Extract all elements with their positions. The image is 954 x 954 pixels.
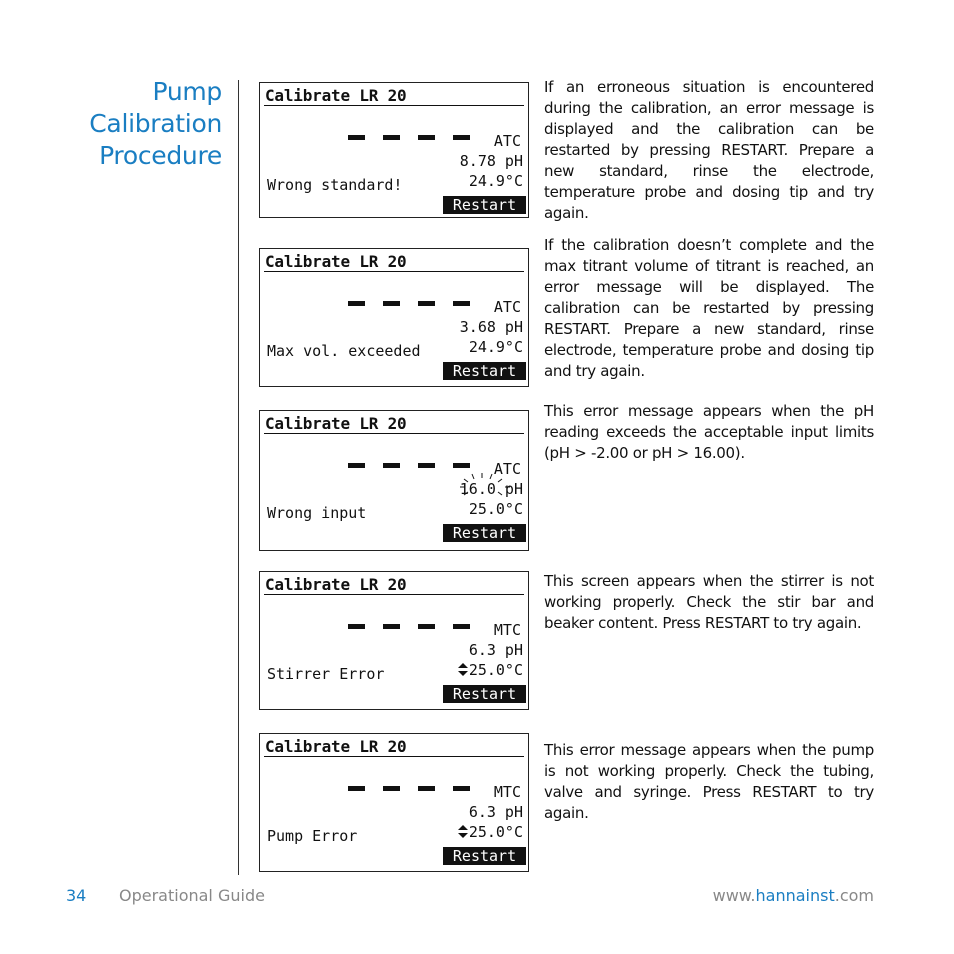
- reading-dashes: [348, 624, 472, 630]
- url-brand: hannainst: [755, 886, 835, 905]
- lcd-title: Calibrate LR 20: [265, 575, 407, 594]
- temperature-value: 25.0°C: [468, 661, 523, 679]
- divider-line: [238, 80, 239, 875]
- lcd-screen-pump-error: [259, 733, 529, 872]
- restart-button[interactable]: Restart: [443, 847, 526, 865]
- lcd-screen-wrong-input: [259, 410, 529, 551]
- temperature-reading: 24.9°C: [468, 172, 523, 190]
- lcd-rule: [264, 756, 524, 757]
- page-number: 34: [66, 886, 87, 905]
- url-prefix: www.: [712, 886, 756, 905]
- restart-button[interactable]: Restart: [443, 196, 526, 214]
- description-text: This error message appears when the pump is not working properly. Check the tubing, valve and syringe. Press RESTART to try again.: [544, 741, 874, 822]
- lcd-rule: [264, 105, 524, 106]
- ph-reading: 3.68 pH: [459, 318, 523, 336]
- lcd-screen-wrong-standard: [259, 82, 529, 218]
- temp-mode: MTC: [493, 783, 521, 801]
- ph-reading: 6.3 pH: [468, 641, 523, 659]
- error-message: Wrong input: [267, 504, 367, 522]
- error-message: Pump Error: [267, 827, 358, 845]
- up-down-arrow-icon: [458, 664, 468, 678]
- reading-dashes: [348, 301, 472, 307]
- lcd-rule: [264, 271, 524, 272]
- lcd-rule: [264, 433, 524, 434]
- restart-button[interactable]: Restart: [443, 362, 526, 380]
- reading-dashes: [348, 135, 472, 141]
- restart-button[interactable]: Restart: [443, 685, 526, 703]
- error-message: Stirrer Error: [267, 665, 385, 683]
- temp-mode: ATC: [493, 132, 521, 150]
- restart-button[interactable]: Restart: [443, 524, 526, 542]
- lcd-screen-max-vol: [259, 248, 529, 387]
- section-title-line: Calibration: [89, 109, 222, 138]
- reading-dashes: [348, 463, 472, 469]
- ph-reading: 8.78 pH: [459, 152, 523, 170]
- description-text: If the calibration doesn’t complete and the max titrant volume of titrant is reached, an error message will be displayed. The calibration can be restarted by pressing RESTART. Prepare a new standard, rinse electrode, temperature probe and dosing tip and try again.: [544, 236, 874, 380]
- section-title-line: Pump: [152, 77, 222, 106]
- temperature-reading: 25.0°C: [468, 500, 523, 518]
- temp-mode: ATC: [493, 460, 521, 478]
- error-message: Wrong standard!: [267, 176, 403, 194]
- ph-reading: 6.3 pH: [468, 803, 523, 821]
- temperature-reading: [458, 661, 523, 679]
- description-text: This screen appears when the stirrer is not working properly. Check the stir bar and beaker content. Press RESTART to try again.: [544, 572, 874, 632]
- temp-mode: ATC: [493, 298, 521, 316]
- section-title-line: Procedure: [99, 141, 222, 170]
- url-suffix: .com: [834, 886, 874, 905]
- reading-dashes: [348, 786, 472, 792]
- description-text: If an erroneous situation is encountered during the calibration, an error message is displayed and the calibration can be restarted by pressing RESTART. Prepare a new standard, rinse the electrode, temperature probe and dosing tip and try again.: [544, 78, 874, 222]
- temperature-value: 25.0°C: [468, 823, 523, 841]
- ph-reading: 16.0 pH: [459, 480, 523, 498]
- temperature-reading: 24.9°C: [468, 338, 523, 356]
- description-text: This error message appears when the pH reading exceeds the acceptable input limits (pH > -2.00 or pH > 16.00).: [544, 402, 874, 462]
- error-message: Max vol. exceeded: [267, 342, 421, 360]
- guide-title: Operational Guide: [119, 886, 265, 905]
- lcd-title: Calibrate LR 20: [265, 86, 407, 105]
- lcd-title: Calibrate LR 20: [265, 737, 407, 756]
- lcd-screen-stirrer-error: [259, 571, 529, 710]
- website-link[interactable]: [713, 886, 874, 905]
- lcd-title: Calibrate LR 20: [265, 252, 407, 271]
- lcd-rule: [264, 594, 524, 595]
- up-down-arrow-icon: [458, 826, 468, 840]
- temperature-reading: [458, 823, 523, 841]
- temp-mode: MTC: [493, 621, 521, 639]
- section-title: [42, 76, 222, 172]
- lcd-title: Calibrate LR 20: [265, 414, 407, 433]
